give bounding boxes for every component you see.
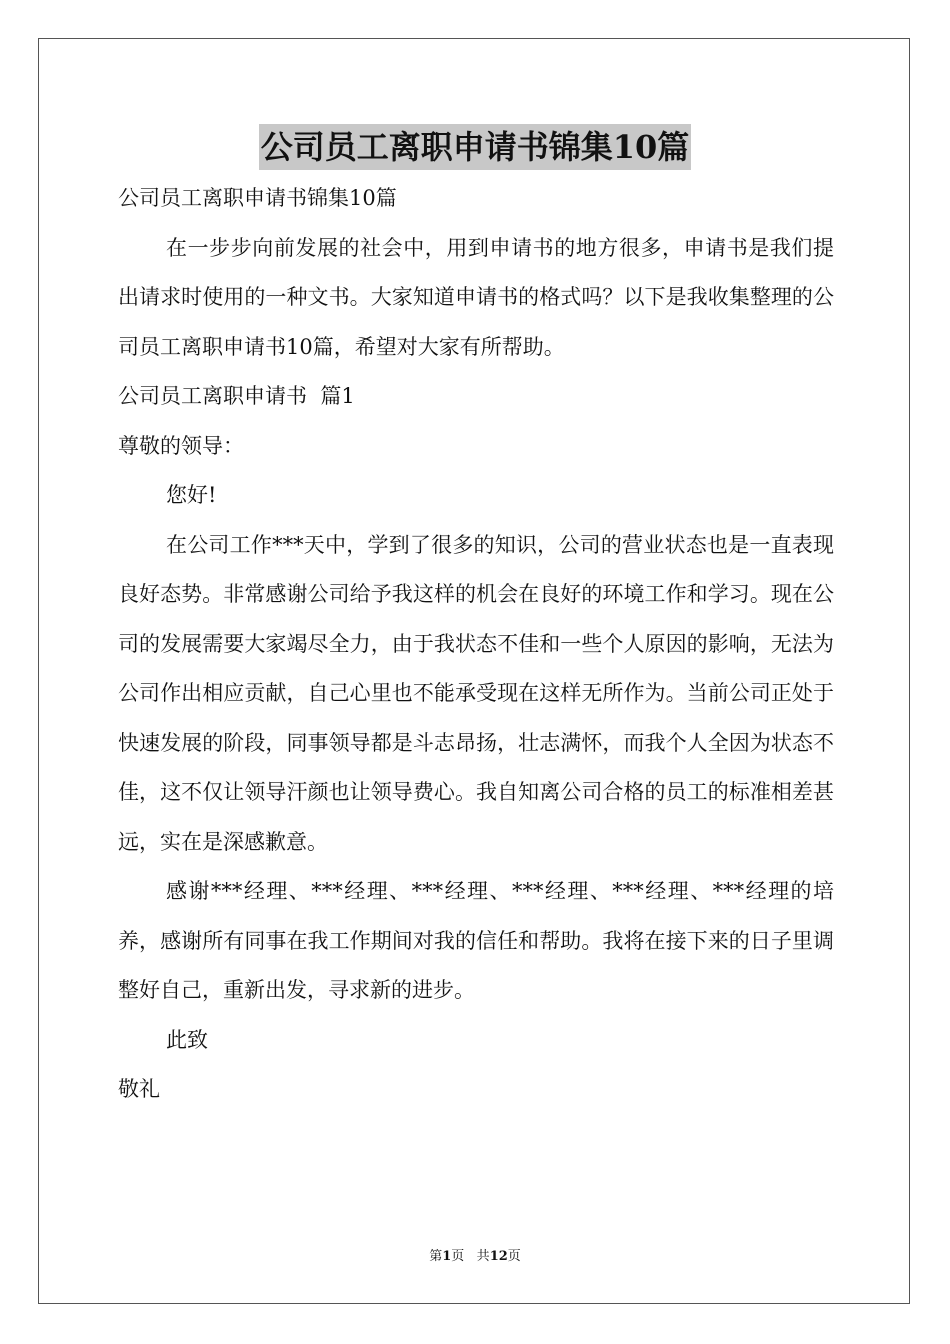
closing-line-1: 此致 xyxy=(166,1027,208,1052)
document-title: 公司员工离职申请书锦集10篇 xyxy=(259,124,692,170)
salutation: 尊敬的领导： xyxy=(118,433,244,458)
total-pages: 12 xyxy=(489,1249,508,1264)
document-subtitle: 公司员工离职申请书锦集10篇 xyxy=(118,186,397,210)
closing-line-2: 敬礼 xyxy=(118,1077,160,1101)
page-number: 1 xyxy=(442,1249,452,1264)
document-body xyxy=(118,174,834,1115)
intro-paragraph: 在一步步向前发展的社会中，用到申请书的地方很多，申请书是我们提出请求时使用的一种文书。大家知道申请书的格式吗？以下是我收集整理的公司员工离职申请书10篇，希望对大家有所帮助。 xyxy=(118,235,834,359)
page-suffix: 页 xyxy=(451,1249,465,1264)
greeting: 您好! xyxy=(166,483,217,507)
total-suffix: 页 xyxy=(507,1249,521,1264)
title-container xyxy=(0,124,950,170)
body-paragraph-2: 感谢***经理、***经理、***经理、***经理、***经理、***经理的培养，感谢所有同事在我工作期间对我的信任和帮助。我将在接下来的日子里调整好自己，重新出发，寻求新的进步。 xyxy=(118,879,834,1002)
page-prefix: 第 xyxy=(429,1249,443,1264)
body-paragraph-1: 在公司工作***天中，学到了很多的知识，公司的营业状态也是一直表现良好态势。非常感谢公司给予我这样的机会在良好的环境工作和学习。现在公司的发展需要大家竭尽全力，由于我状态不佳和一些个人原因的影响，无法为公司作出相应贡献，自己心里也不能承受现在这样无所作为。当前公司正处于快速发展的阶段，同事领导都是斗志昂扬，壮志满怀，而我个人全因为状态不佳，这不仅让领导汗颜也让领导费心。我自知离公司合格的员工的标准相差甚远，实在是深感歉意。 xyxy=(118,532,834,854)
page-footer xyxy=(0,1248,950,1266)
section-heading: 公司员工离职申请书 篇1 xyxy=(118,384,355,408)
total-prefix: 共 xyxy=(476,1249,490,1264)
